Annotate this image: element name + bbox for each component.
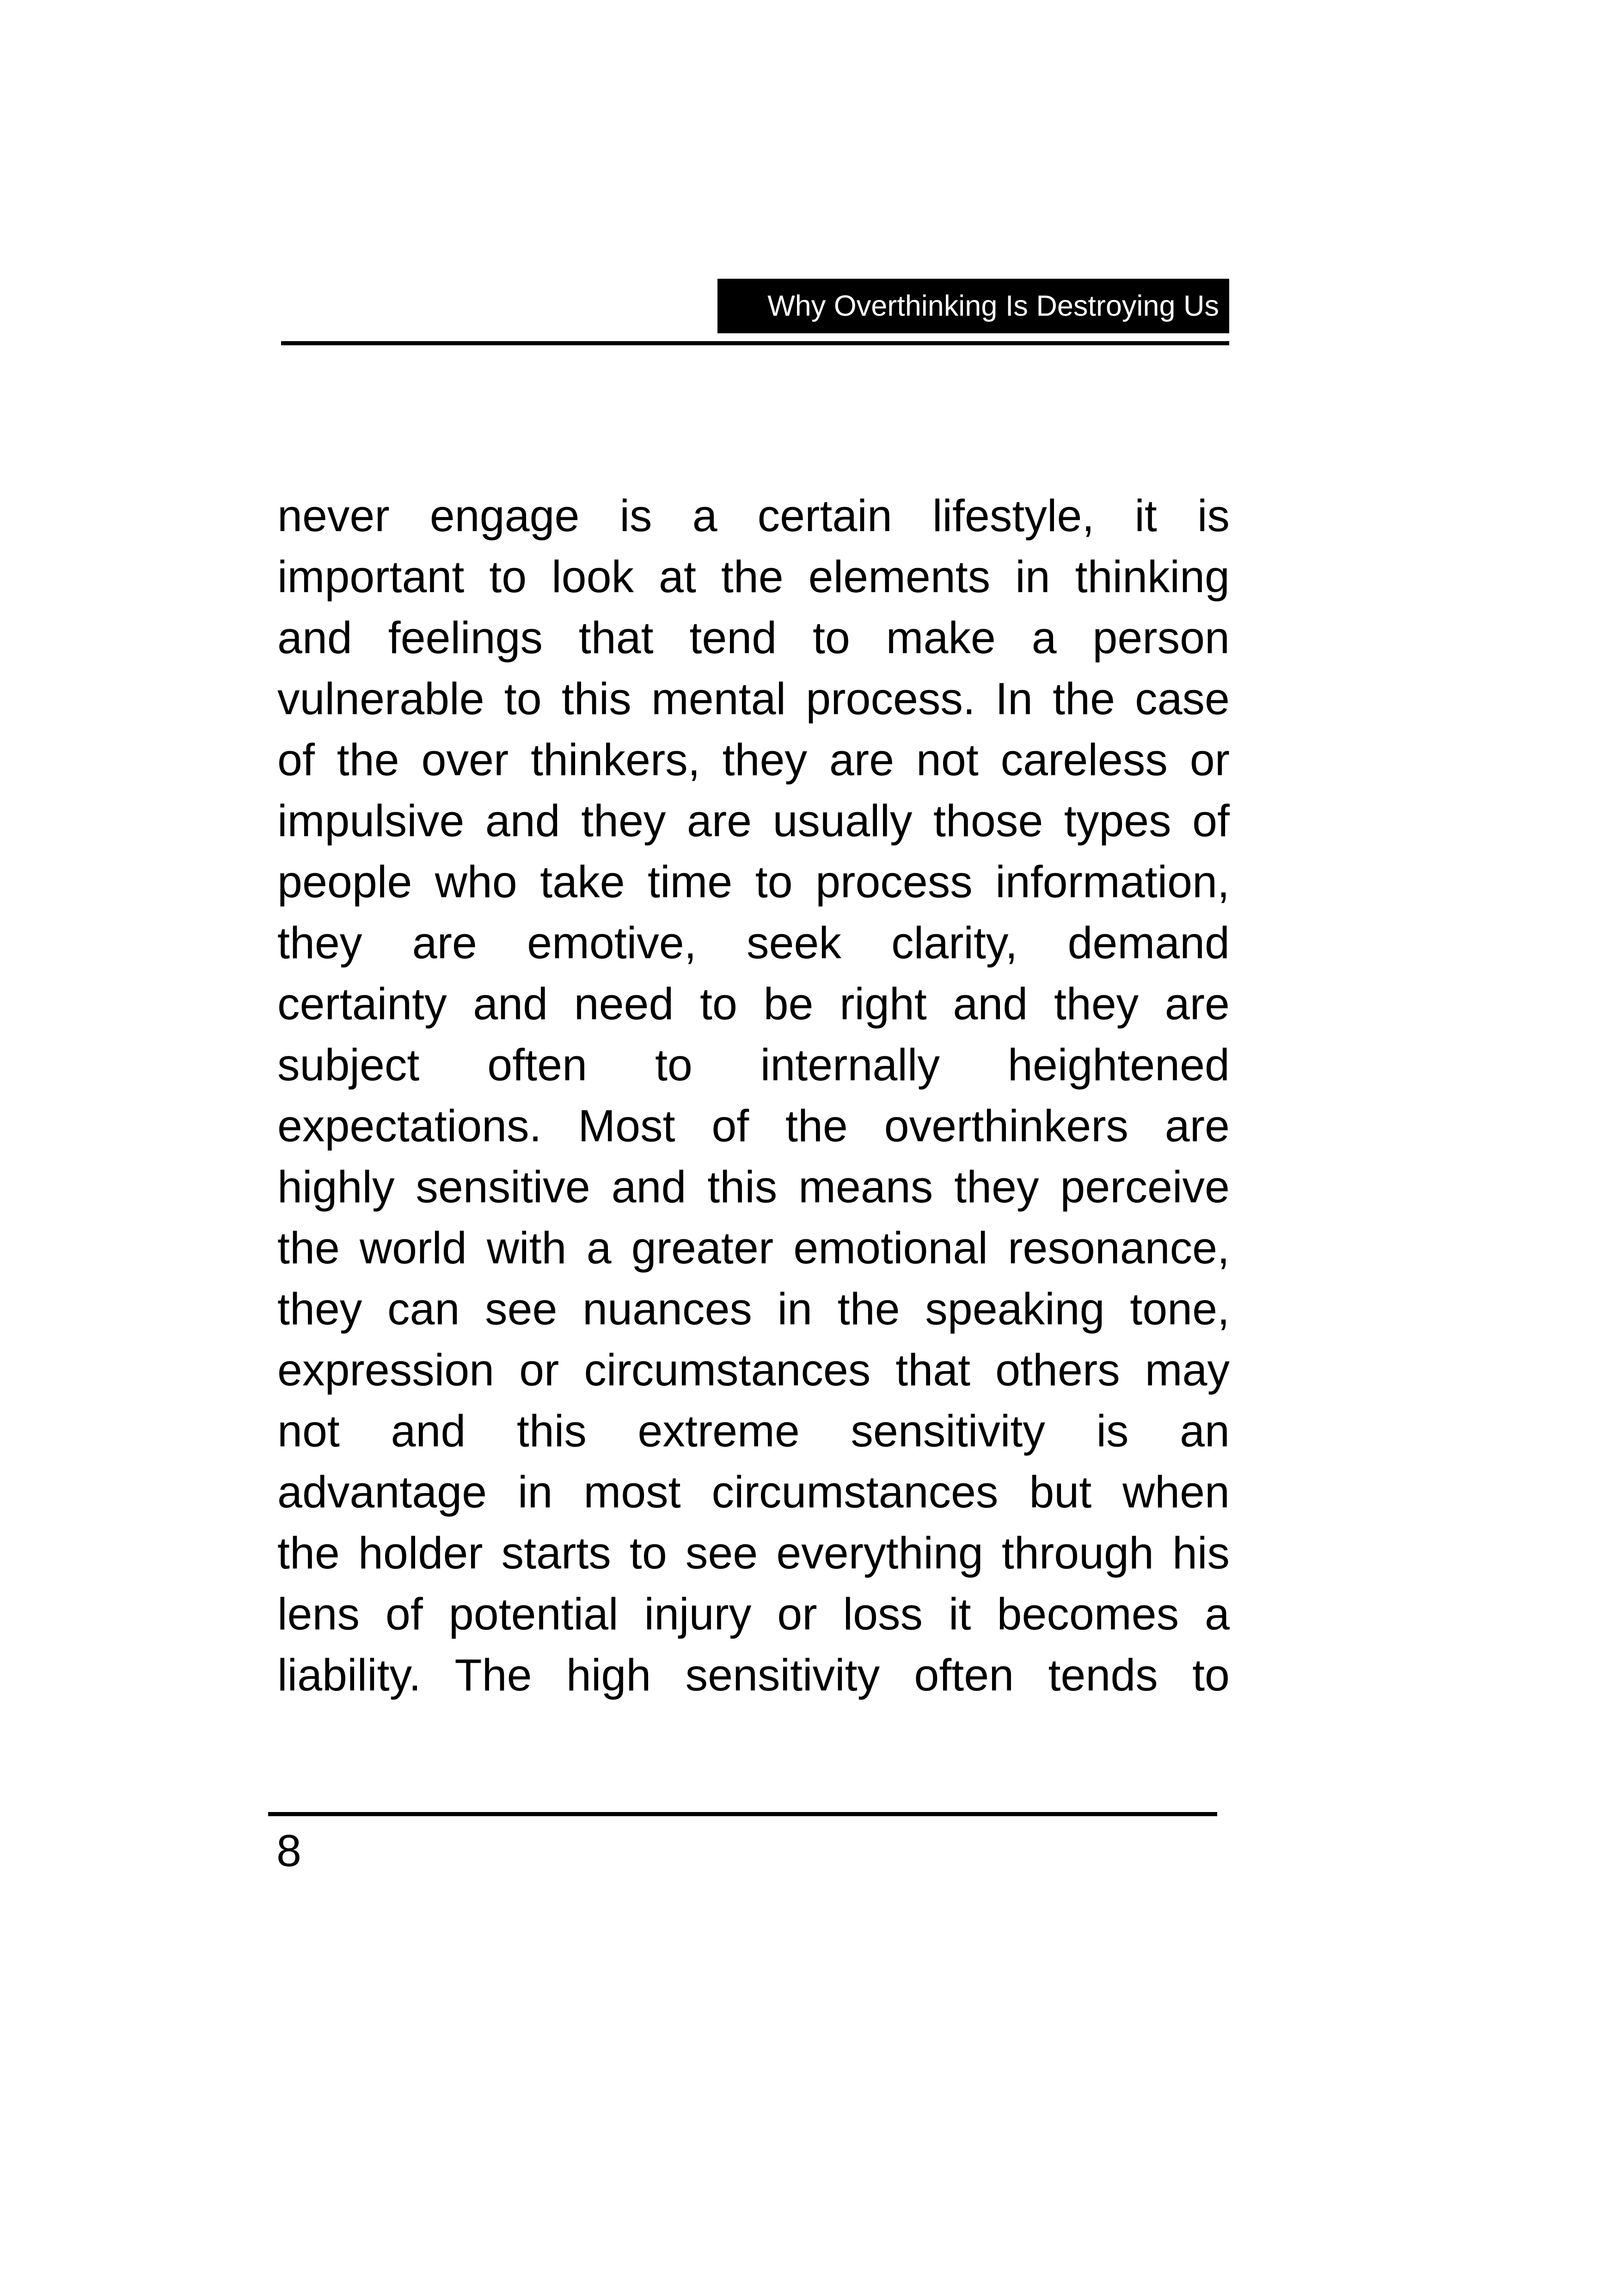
text-line: highly sensitive and this means they perceive [277, 1162, 1230, 1212]
header-rule [281, 341, 1229, 345]
body-text [277, 485, 1230, 1706]
text-line: the holder starts to see everything through his [277, 1528, 1230, 1578]
text-line: never engage is a certain lifestyle, it is [277, 490, 1230, 541]
text-line: of the over thinkers, they are not careless or [277, 735, 1230, 785]
text-line: not and this extreme sensitivity is an [277, 1406, 1230, 1456]
text-line: expectations. Most of the overthinkers are [277, 1101, 1230, 1151]
text-line: lens of potential injury or loss it becomes a [277, 1589, 1230, 1639]
text-line: expression or circumstances that others may [277, 1345, 1230, 1395]
text-line: subject often to internally heightened [277, 1040, 1230, 1090]
text-line: they are emotive, seek clarity, demand [277, 918, 1230, 968]
text-line: advantage in most circumstances but when [277, 1467, 1230, 1517]
text-line: vulnerable to this mental process. In the case [277, 673, 1230, 724]
text-line: and feelings that tend to make a person [277, 612, 1230, 663]
footer-rule [268, 1812, 1217, 1816]
text-line: impulsive and they are usually those types of [277, 796, 1230, 846]
text-line: liability. The high sensitivity often tends to [277, 1650, 1230, 1700]
page-number: 8 [276, 1825, 301, 1876]
text-line: they can see nuances in the speaking tone, [277, 1284, 1230, 1334]
text-line: people who take time to process information, [277, 857, 1230, 907]
text-line: certainty and need to be right and they are [277, 979, 1230, 1029]
text-line: important to look at the elements in thinking [277, 551, 1230, 602]
text-line: the world with a greater emotional resonance, [277, 1223, 1230, 1273]
running-header [717, 279, 1229, 333]
running-title: Why Overthinking Is Destroying Us [767, 290, 1219, 322]
